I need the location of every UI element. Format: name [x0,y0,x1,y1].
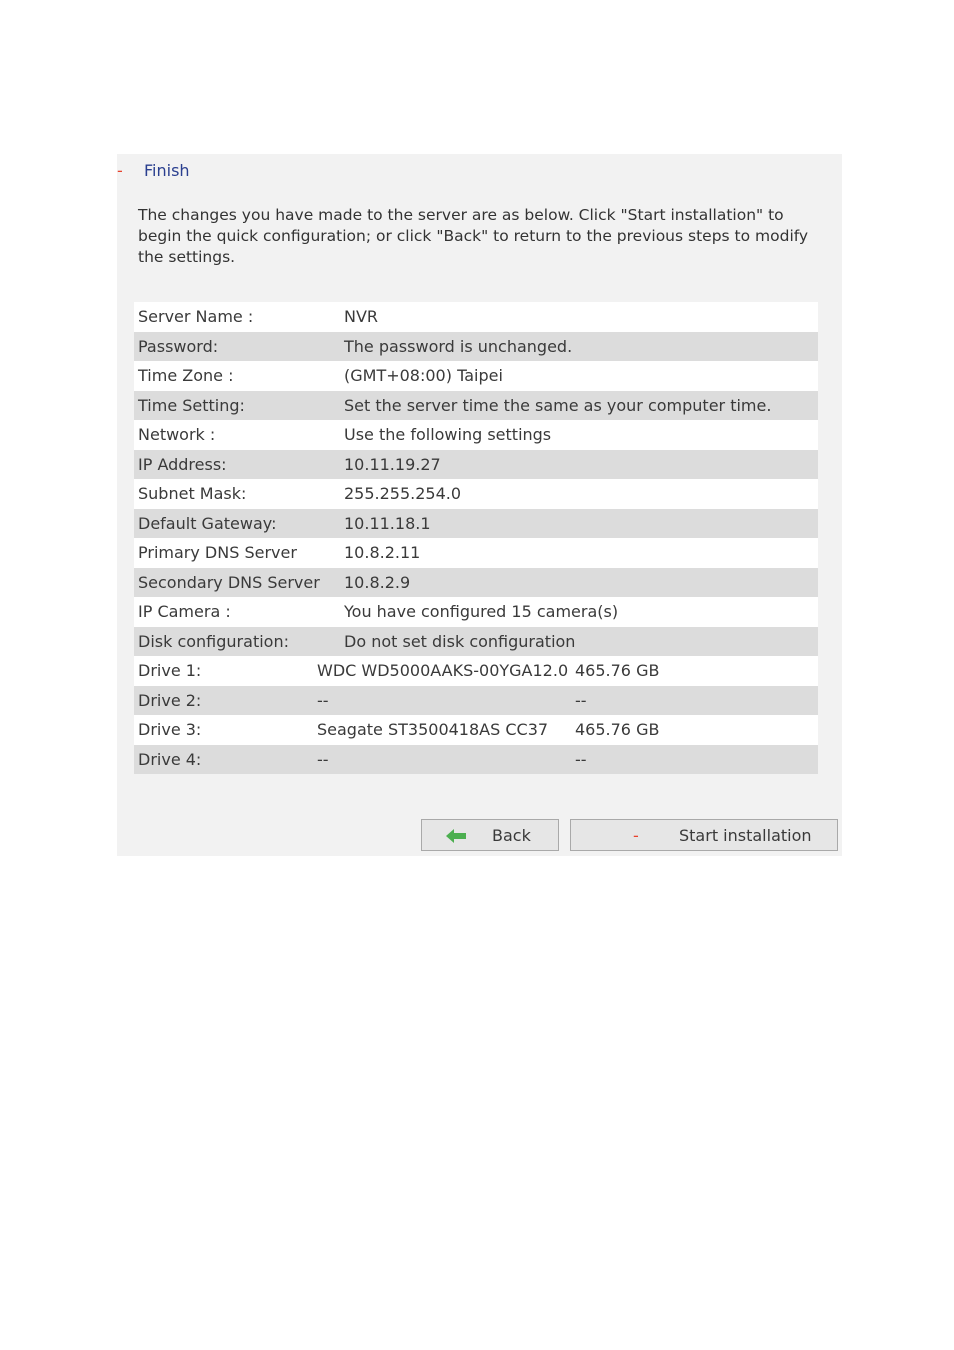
row-value: Set the server time the same as your computer time. [344,395,772,415]
summary-row-secondary-dns [134,568,818,598]
start-installation-label: Start installation [679,825,812,845]
drive-row-2 [134,686,818,716]
row-value: 10.8.2.11 [344,543,421,563]
section-header [117,159,190,183]
row-value: (GMT+08:00) Taipei [344,366,503,386]
row-label: IP Camera : [138,602,231,622]
dash-icon: - [633,825,639,845]
row-label: Subnet Mask: [138,484,247,504]
collapse-marker-icon[interactable]: - [117,161,123,180]
summary-row-primary-dns [134,538,818,568]
row-label: Primary DNS Server [138,543,297,563]
summary-row-server-name [134,302,818,332]
drive-capacity: 465.76 GB [575,661,660,681]
row-value: 10.8.2.9 [344,572,411,592]
summary-row-time-zone [134,361,818,391]
row-value: Use the following settings [344,425,552,445]
row-value: 255.255.254.0 [344,484,462,504]
summary-row-subnet-mask [134,479,818,509]
row-label: Disk configuration: [138,631,289,651]
summary-row-ip-address [134,450,818,480]
drive-label: Drive 3: [138,720,202,740]
drive-label: Drive 2: [138,690,202,710]
drive-row-1 [134,656,818,686]
back-button[interactable] [421,819,559,851]
drive-capacity: 465.76 GB [575,720,660,740]
section-title: Finish [144,161,190,180]
row-label: Time Setting: [138,395,245,415]
drive-label: Drive 4: [138,749,202,769]
drive-capacity: -- [575,749,587,769]
start-installation-button[interactable] [570,819,838,851]
row-value: Do not set disk configuration [344,631,576,651]
summary-row-ip-camera [134,597,818,627]
row-value: The password is unchanged. [344,336,573,356]
row-value: 10.11.19.27 [344,454,441,474]
drive-capacity: -- [575,690,587,710]
drive-model: Seagate ST3500418AS CC37 [317,720,549,740]
drive-model: -- [317,690,329,710]
row-label: Default Gateway: [138,513,277,533]
drive-label: Drive 1: [138,661,202,681]
row-label: Server Name : [138,307,254,327]
summary-row-password [134,332,818,362]
summary-row-default-gateway [134,509,818,539]
row-label: Network : [138,425,216,445]
row-value: NVR [344,307,379,327]
summary-table [134,302,818,774]
back-button-label: Back [492,825,531,845]
drive-model: WDC WD5000AAKS-00YGA12.0 [317,661,569,681]
row-label: Password: [138,336,219,356]
drive-model: -- [317,749,329,769]
row-value: You have configured 15 camera(s) [344,602,619,622]
row-label: Time Zone : [138,366,234,386]
drive-row-4 [134,745,818,775]
summary-row-disk-configuration [134,627,818,657]
row-label: IP Address: [138,454,227,474]
row-value: 10.11.18.1 [344,513,431,533]
summary-row-network [134,420,818,450]
drive-row-3 [134,715,818,745]
row-label: Secondary DNS Server [138,572,320,592]
intro-text: The changes you have made to the server are as below. Click "Start installation" to begin the quick configuration; or click "Back" to return to the previous steps to modify the settings. [138,206,809,266]
summary-row-time-setting [134,391,818,421]
arrow-left-icon [446,828,468,842]
